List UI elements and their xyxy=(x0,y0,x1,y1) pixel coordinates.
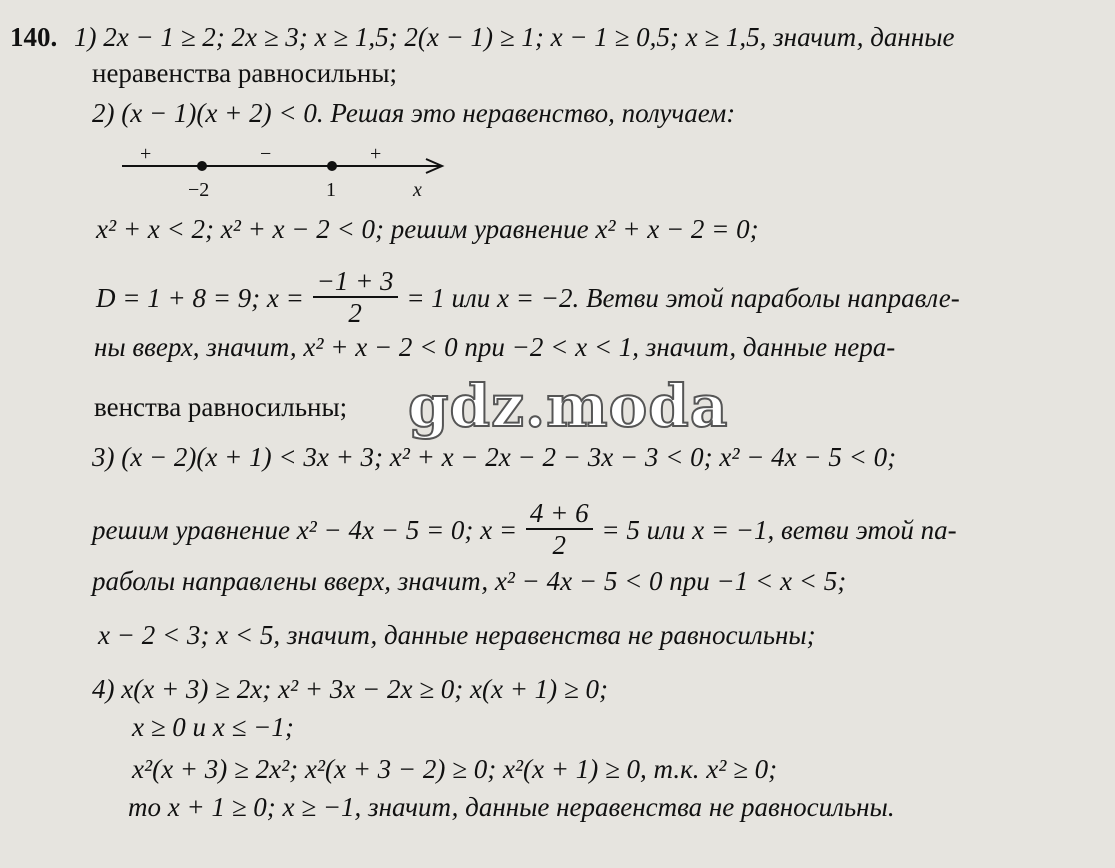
part4-line2: x ≥ 0 и x ≤ −1; xyxy=(132,712,294,742)
fraction-root-2 xyxy=(526,498,593,560)
problem-number: 140. xyxy=(10,22,58,52)
part2-line1: 2) (x − 1)(x + 2) < 0. Решая это неравенство, получаем: xyxy=(92,98,736,128)
fraction-2-denominator: 2 xyxy=(552,530,566,560)
sign-middle: − xyxy=(260,143,272,165)
part4-line3: x²(x + 3) ≥ 2x²; x²(x + 3 − 2) ≥ 0; x²(x + 1) ≥ 0, т.к. x² ≥ 0; xyxy=(132,754,778,784)
part3-line1: 3) (x − 2)(x + 1) < 3x + 3; x² + x − 2x − 2 − 3x − 3 < 0; x² − 4x − 5 < 0; xyxy=(92,442,897,472)
point-one xyxy=(327,161,337,171)
fraction-1-numerator: −1 + 3 xyxy=(313,266,398,298)
fraction-root-1 xyxy=(313,266,398,328)
part3-line2-rest: = 5 или x = −1, ветви этой па- xyxy=(601,515,957,546)
part3-line4: x − 2 < 3; x < 5, значит, данные неравенства не равносильны; xyxy=(98,620,816,650)
problem-line-1 xyxy=(10,20,955,54)
part1-line2: неравенства равносильны; xyxy=(92,58,398,88)
part2-line2: x² + x < 2; x² + x − 2 < 0; решим уравнение x² + x − 2 = 0; xyxy=(96,214,759,244)
discriminant-text: D = 1 + 8 = 9; x = xyxy=(96,283,304,314)
part4-line1: 4) x(x + 3) ≥ 2x; x² + 3x − 2x ≥ 0; x(x + 1) ≥ 0; xyxy=(92,674,608,704)
number-line-diagram xyxy=(110,140,450,202)
part2-line5: венства равносильны; xyxy=(94,392,348,422)
part1-line1: 1) 2x − 1 ≥ 2; 2x ≥ 3; x ≥ 1,5; 2(x − 1) ≥ 1; x − 1 ≥ 0,5; x ≥ 1,5, значит, данные xyxy=(74,22,955,52)
label-one: 1 xyxy=(326,179,336,201)
fraction-1-denominator: 2 xyxy=(348,298,362,328)
fraction-2-numerator: 4 + 6 xyxy=(526,498,593,530)
sign-right: + xyxy=(370,143,382,165)
watermark-logo: gdz.moda xyxy=(408,372,729,440)
sign-left: + xyxy=(140,143,152,165)
part3-line2-text: решим уравнение x² − 4x − 5 = 0; x = xyxy=(92,515,518,546)
part3-line3: раболы направлены вверх, значит, x² − 4x − 5 < 0 при −1 < x < 5; xyxy=(92,566,847,596)
part2-line3-rest: = 1 или x = −2. Ветви этой параболы направле- xyxy=(406,283,960,314)
part3-line2 xyxy=(92,498,957,564)
label-minus-two: −2 xyxy=(188,179,210,201)
point-minus-two xyxy=(197,161,207,171)
axis-label-x: x xyxy=(413,179,422,201)
part2-line3 xyxy=(96,266,960,332)
part2-line4: ны вверх, значит, x² + x − 2 < 0 при −2 < x < 1, значит, данные нера- xyxy=(94,332,896,362)
part4-line4: то x + 1 ≥ 0; x ≥ −1, значит, данные неравенства не равносильны. xyxy=(128,792,895,822)
